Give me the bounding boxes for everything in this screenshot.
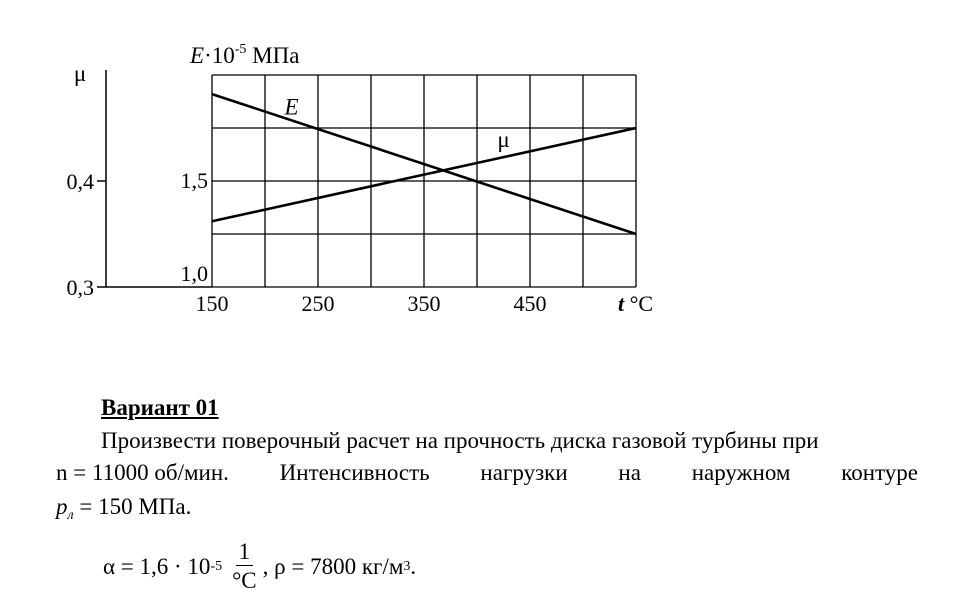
word: Интенсивность [279, 460, 430, 485]
rotation-speed: n = 11000 об/мин. [56, 460, 229, 485]
rho-value: , ρ = 7800 кг/м [262, 554, 404, 579]
e-tick-label: 1,0 [180, 261, 208, 286]
task-text-line-1: Произвести поверочный расчет на прочность диска газовой турбины при [101, 428, 819, 453]
x-tick-label: 250 [301, 291, 335, 316]
series-label-mu: μ [497, 127, 510, 153]
pressure-value: = 150 МПа. [73, 494, 192, 519]
x-tick-label: 450 [513, 291, 547, 316]
mu-axis-label: μ [73, 61, 87, 86]
e-axis-title: $E\cdot 10^{-5}$ МПа [190, 42, 300, 68]
task-text-line-2 [56, 460, 918, 486]
x-axis-label: t °C [618, 291, 654, 316]
word: наружном [691, 460, 791, 485]
material-formula [103, 532, 416, 602]
pressure-var: p [56, 494, 68, 519]
mu-tick-label: 0,4 [66, 169, 94, 194]
series-label-E: E [284, 94, 299, 120]
alpha-exponent: -5 [210, 559, 223, 574]
x-tick-label: 150 [195, 291, 229, 316]
fraction-denominator: °C [232, 567, 257, 593]
mu-tick-label: 0,3 [66, 275, 94, 300]
formula-end: . [410, 554, 417, 579]
word: контуре [841, 460, 918, 485]
variant-heading: Вариант 01 [101, 395, 219, 420]
e-tick-label: 1,5 [180, 168, 208, 193]
task-text-line-3 [56, 494, 191, 524]
word: на [618, 460, 641, 485]
fraction-numerator: 1 [236, 539, 254, 566]
x-tick-label: 350 [407, 291, 441, 316]
alpha-value: α = 1,6 · 10 [103, 554, 211, 579]
word: нагрузки [480, 460, 568, 485]
unit-fraction [232, 539, 257, 596]
rho-exponent: 3 [403, 559, 411, 574]
pressure-sub: л [67, 508, 74, 523]
